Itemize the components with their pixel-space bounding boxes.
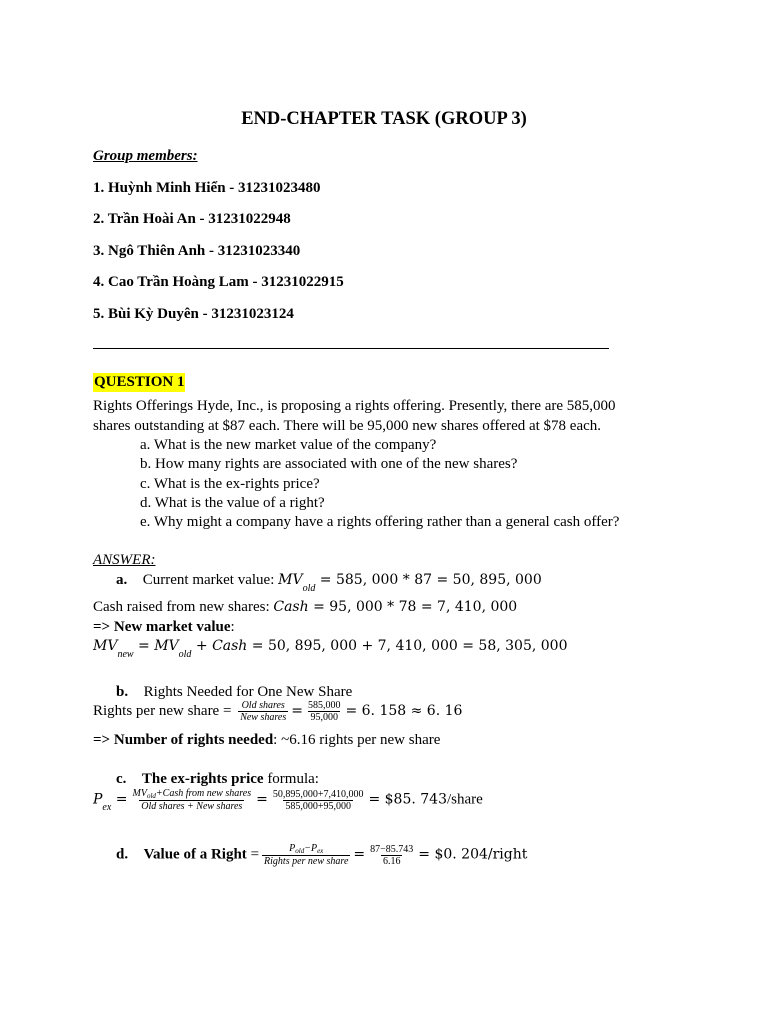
fraction xyxy=(368,844,415,867)
cash-symbol: Cash xyxy=(273,599,309,615)
horizontal-rule xyxy=(93,348,609,349)
answer-d-label: d. xyxy=(116,846,129,863)
fraction xyxy=(262,843,350,867)
final-expression: = 50, 895, 000 + 7, 410, 000 = 58, 305, 000 xyxy=(247,638,568,654)
new-market-value-line xyxy=(93,619,235,636)
denominator: 95,000 xyxy=(310,712,338,723)
equals: = xyxy=(246,846,260,863)
new-subscript: new xyxy=(117,649,134,660)
answer-b-label: b. xyxy=(116,684,129,700)
mv-symbol: MV xyxy=(132,788,147,799)
ex-rights-label: The ex-rights price xyxy=(141,771,264,787)
old-subscript: old xyxy=(146,792,156,800)
denominator: 585,000+95,000 xyxy=(285,800,351,812)
value-of-right-result: = $0. 204/right xyxy=(418,846,528,863)
rights-per-share-line: Rights per new share = $\frac{\text{Old shares}}{\text{New shares}}$ = $\frac{585,000}{95,000}$ = 6. 158 ≈ 6. 16 xyxy=(93,700,463,723)
group-members-heading: Group members: xyxy=(93,148,198,164)
denominator: Rights per new share xyxy=(264,856,349,867)
answer-c-line xyxy=(116,771,319,788)
rights-needed-line xyxy=(93,732,440,749)
sub-question: c. What is the ex-rights price? xyxy=(140,476,320,492)
numerator: 87−85.743 xyxy=(370,843,414,855)
p-symbol: P xyxy=(93,791,103,808)
numerator xyxy=(287,843,325,855)
member-item: 4. Cao Trần Hoàng Lam - 31231022915 xyxy=(93,274,344,290)
new-market-value-label: New market value xyxy=(113,619,231,635)
rights-result: = 6. 158 ≈ 6. 16 xyxy=(345,702,463,719)
numerator: Old shares xyxy=(241,700,285,711)
ex-rights-formula: $P_{ex}$ = $\frac{MV_{old}+Cash from new shares}{\text{Old shares + New shares}}$ = $\frac{50,895,000+7,410,000}{585,000+95,000}$ = $85. 743/share xyxy=(93,788,483,814)
new-market-value-formula xyxy=(93,638,568,660)
old-subscript: old xyxy=(178,649,192,660)
numerator: 50,895,000+7,410,000 xyxy=(272,788,364,800)
sub-question: b. How many rights are associated with one of the new shares? xyxy=(140,456,518,472)
equals: = xyxy=(133,638,155,654)
plus-cash: + Cash xyxy=(191,638,248,654)
answer-a-line xyxy=(116,572,542,594)
numerator-rest: +Cash from new shares xyxy=(155,788,252,799)
answer-b-line xyxy=(116,684,352,701)
answer-d-line: d. Value of a Right = $\frac{P_{old}-P_{ex}}{\text{Rights per new share}}$ = $\frac{87-85.743}{6.16}$ = $0. 204/right xyxy=(116,843,528,867)
rights-needed-label: Number of rights needed xyxy=(113,732,274,748)
fraction xyxy=(131,788,254,812)
answer-b-text: Rights Needed for One New Share xyxy=(143,684,353,700)
sub-question: e. Why might a company have a rights offering rather than a general cash offer? xyxy=(140,514,620,530)
cash-raised-line xyxy=(93,599,517,616)
sub-question: d. What is the value of a right? xyxy=(140,495,325,511)
member-item: 3. Ngô Thiên Anh - 31231023340 xyxy=(93,243,301,259)
answer-a-text: Current market value: xyxy=(142,572,279,588)
answer-a-expression: = 585, 000 * 87 = 50, 895, 000 xyxy=(315,572,542,588)
p-symbol: P xyxy=(289,843,296,854)
member-item: 5. Bùi Kỳ Duyên - 31231023124 xyxy=(93,306,294,322)
cash-raised-text: Cash raised from new shares: xyxy=(93,599,274,615)
numerator: 585,000 xyxy=(307,700,341,711)
ex-rights-unit: /share xyxy=(447,791,483,808)
mv-symbol: MV xyxy=(154,638,179,654)
question-heading: QUESTION 1 xyxy=(94,374,185,390)
rights-needed-text: : ~6.16 rights per new share xyxy=(273,732,441,748)
ex-subscript: ex xyxy=(317,847,324,855)
arrow: => xyxy=(93,732,114,748)
question-text-line: Rights Offerings Hyde, Inc., is proposing a rights offering. Presently, there are 585,000 xyxy=(93,398,616,414)
member-item: 2. Trần Hoài An - 31231022948 xyxy=(93,211,291,227)
page-title: END-CHAPTER TASK (GROUP 3) xyxy=(241,109,527,129)
denominator: New shares xyxy=(240,712,287,723)
numerator xyxy=(131,788,254,800)
mv-symbol: MV xyxy=(278,572,303,588)
sub-question: a. What is the new market value of the company? xyxy=(140,437,437,453)
colon: : xyxy=(230,619,235,635)
mv-symbol: MV xyxy=(93,638,118,654)
rights-per-share-text: Rights per new share = xyxy=(93,702,236,719)
answer-a-label: a. xyxy=(116,572,128,588)
arrow: => xyxy=(93,619,114,635)
ex-subscript: ex xyxy=(102,802,112,814)
answer-heading: ANSWER: xyxy=(93,552,156,568)
question-text-line: shares outstanding at $87 each. There will be 95,000 new shares offered at $78 each. xyxy=(93,418,602,434)
denominator: Old shares + New shares xyxy=(141,801,243,812)
member-item: 1. Huỳnh Minh Hiển - 31231023480 xyxy=(93,180,321,196)
fraction xyxy=(238,700,288,723)
answer-c-label: c. xyxy=(116,771,127,787)
denominator: 6.16 xyxy=(382,855,401,867)
old-subscript: old xyxy=(302,583,316,594)
old-subscript: old xyxy=(295,847,305,855)
value-of-right-label: Value of a Right xyxy=(143,846,247,863)
fraction xyxy=(306,700,343,723)
minus-p: −P xyxy=(304,843,318,854)
ex-rights-result: = $85. 743 xyxy=(368,791,447,808)
ex-rights-text: formula: xyxy=(263,771,319,787)
fraction xyxy=(271,789,366,812)
cash-expression: = 95, 000 * 78 = 7, 410, 000 xyxy=(308,599,518,615)
